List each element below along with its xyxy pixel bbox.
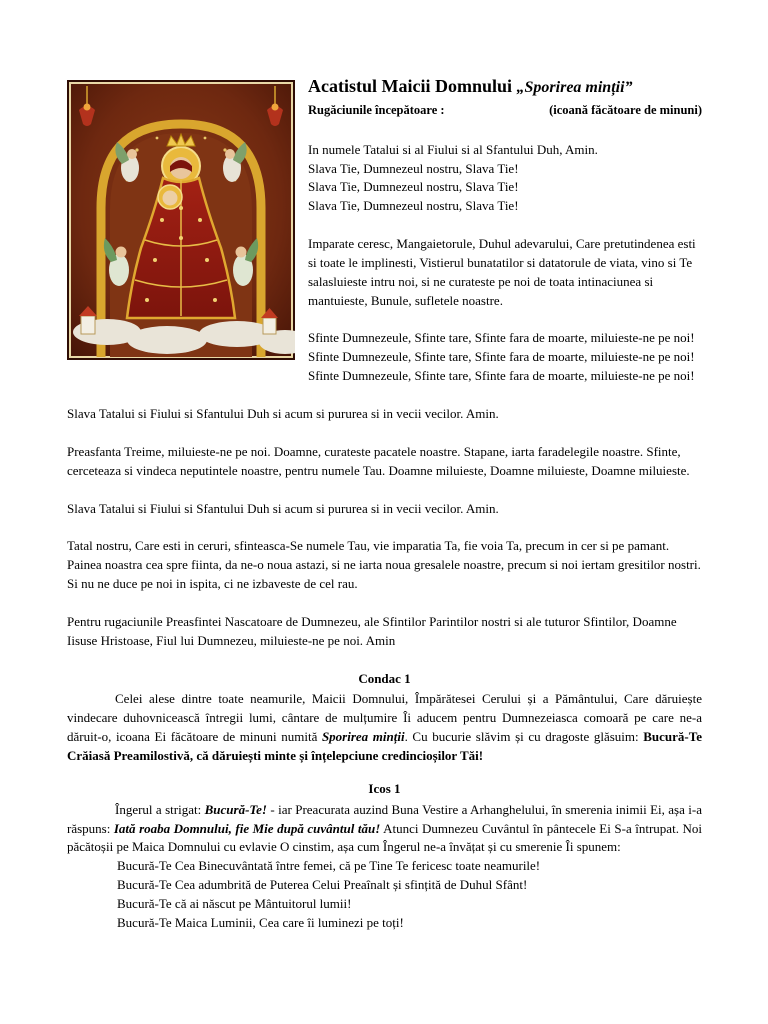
paragraph: [67, 690, 702, 765]
text-line: Bucură-Te Cea adumbrită de Puterea Celui Preaînalt și sfințită de Duhul Sfânt!: [117, 877, 528, 893]
text-segment: Celei alese dintre toate neamurile, Maicii Domnului, Împărătesei Cerului și a Pământului, Care dăruiește vindecare duhovnicească întregii lumi, cântare de mulțumire Îi aducem pentru Dumnezeiasca comoară pe care ne-a dăruit-o, icoana Ei făcătoare de minuni numită: [67, 691, 702, 745]
text-line: In numele Tatalui si al Fiului si al Sfantului Duh, Amin.: [308, 141, 598, 157]
text-segment: - iar Preacurata auzind Buna Vestire a Arhanghelului, în smerenia inimii Ei, așa i-a răspuns:: [67, 801, 702, 836]
text-segment: Sporirea minții: [321, 729, 405, 745]
subheader-row: [308, 101, 702, 119]
paragraph: [67, 500, 702, 519]
text-segment: Atunci Dumnezeu Cuvântul în pântecele Ei S-a întrupat. Noi păcătoșii pe Maica Domnului cu evlavie O cinstim, așa cum Îngerul ne-a învățat și cu smerenie Îi spunem:: [67, 820, 702, 855]
text-line: Slava Tie, Dumnezeul nostru, Slava Tie!: [308, 179, 519, 195]
text-segment: Bucură-Te Crăiasă Preamilostivă, că dăruiești minte și înțelepciune credincioșilor Tăi!: [67, 729, 702, 763]
text-segment: . Cu bucurie slăvim și cu dragoste glăsuim:: [404, 729, 644, 745]
text-segment: Bucură-Te!: [204, 801, 267, 817]
title-quote: „Sporirea minții”: [516, 79, 633, 96]
icon-artwork: [67, 80, 295, 360]
opening-prayers-label: Rugăciunile începătoare :: [308, 102, 445, 117]
paragraph: [67, 801, 702, 858]
text-segment: Slava Tatalui si Fiului si Sfantului Duh si acum si pururea si in vecii vecilor. Amin.: [67, 500, 499, 516]
text-segment: Imparate ceresc, Mangaietorule, Duhul adevarului, Care pretutindenea esti si toate le implinesti, Vistierul bunatatilor si datatorule de viata, vino si Te salasluieste intru noi, si ne curateste pe noi de toata intinaciunea si mantuieste, Bunule, sufletele noastre.: [308, 236, 696, 308]
text-segment: Pentru rugaciunile Preasfintei Nascatoare de Dumnezeu, ale Sfintilor Parintilor nostri si ale tuturor Sfintilor, Doamne Iisuse Hristoase, Fiul lui Dumnezeu, miluieste-ne pe noi. Amin: [67, 613, 677, 648]
paragraph: [67, 613, 702, 651]
paragraph: [67, 443, 702, 481]
text-line: Bucură-Te că ai născut pe Mântuitorul lumii!: [117, 895, 352, 911]
miracle-icon-note: (icoană făcătoare de minuni): [549, 102, 702, 117]
text-line: Slava Tie, Dumnezeul nostru, Slava Tie!: [308, 198, 519, 214]
text-line: Slava Tie, Dumnezeul nostru, Slava Tie!: [308, 160, 519, 176]
text-segment: Sfinte Dumnezeule, Sfinte tare, Sfinte fara de moarte, miluieste-ne pe noi! Sfinte Dumnezeule, Sfinte tare, Sfinte fara de moarte, miluieste-ne pe noi! Sfinte Dumnezeule, Sfinte tare, Sfinte fara de moarte, miluieste-ne pe noi!: [308, 330, 695, 384]
line-group: [67, 857, 702, 932]
text-segment: Iată roaba Domnului, fie Mie după cuvântul tău!: [113, 820, 381, 836]
text-line: Bucură-Te Cea Binecuvântată între femei, că pe Tine Te fericesc toate neamurile!: [117, 858, 541, 874]
text-segment: Slava Tatalui si Fiului si Sfantului Duh si acum si pururea si in vecii vecilor. Amin.: [67, 406, 499, 421]
theotokos-miracle-icon-image: [67, 80, 295, 360]
text-line: Bucură-Te Maica Luminii, Cea care îi luminezi pe toți!: [117, 914, 404, 930]
text-segment: Îngerul a strigat:: [115, 801, 205, 817]
text-segment: Preasfanta Treime, miluieste-ne pe noi. Doamne, curateste pacatele noastre. Stapane, iarta faradelegile noastre. Sfinte, cerceteaza si vindeca neputintele noastre, pentru numele Tau. Doamne miluieste, Doamne miluieste, Doamne miluieste.: [67, 443, 690, 478]
paragraph: [67, 537, 702, 594]
text-segment: Tatal nostru, Care esti in ceruri, sfinteasca-Se numele Tau, vie imparatia Ta, fie voia Ta, precum in cer si pe pamant. Painea noastra cea spre fiinta, da ne-o noua astazi, si ne iarta noua gresalele noastre, precum si noi iertam gresitilor nostri. Si nu ne duce pe noi in ispita, ci ne izbaveste de cel rau.: [67, 538, 701, 592]
paragraph: [67, 405, 702, 424]
title-text: Acatistul Maicii Domnului: [308, 76, 513, 96]
section-heading: Icos 1: [368, 780, 401, 796]
section-heading: Condac 1: [358, 670, 411, 686]
